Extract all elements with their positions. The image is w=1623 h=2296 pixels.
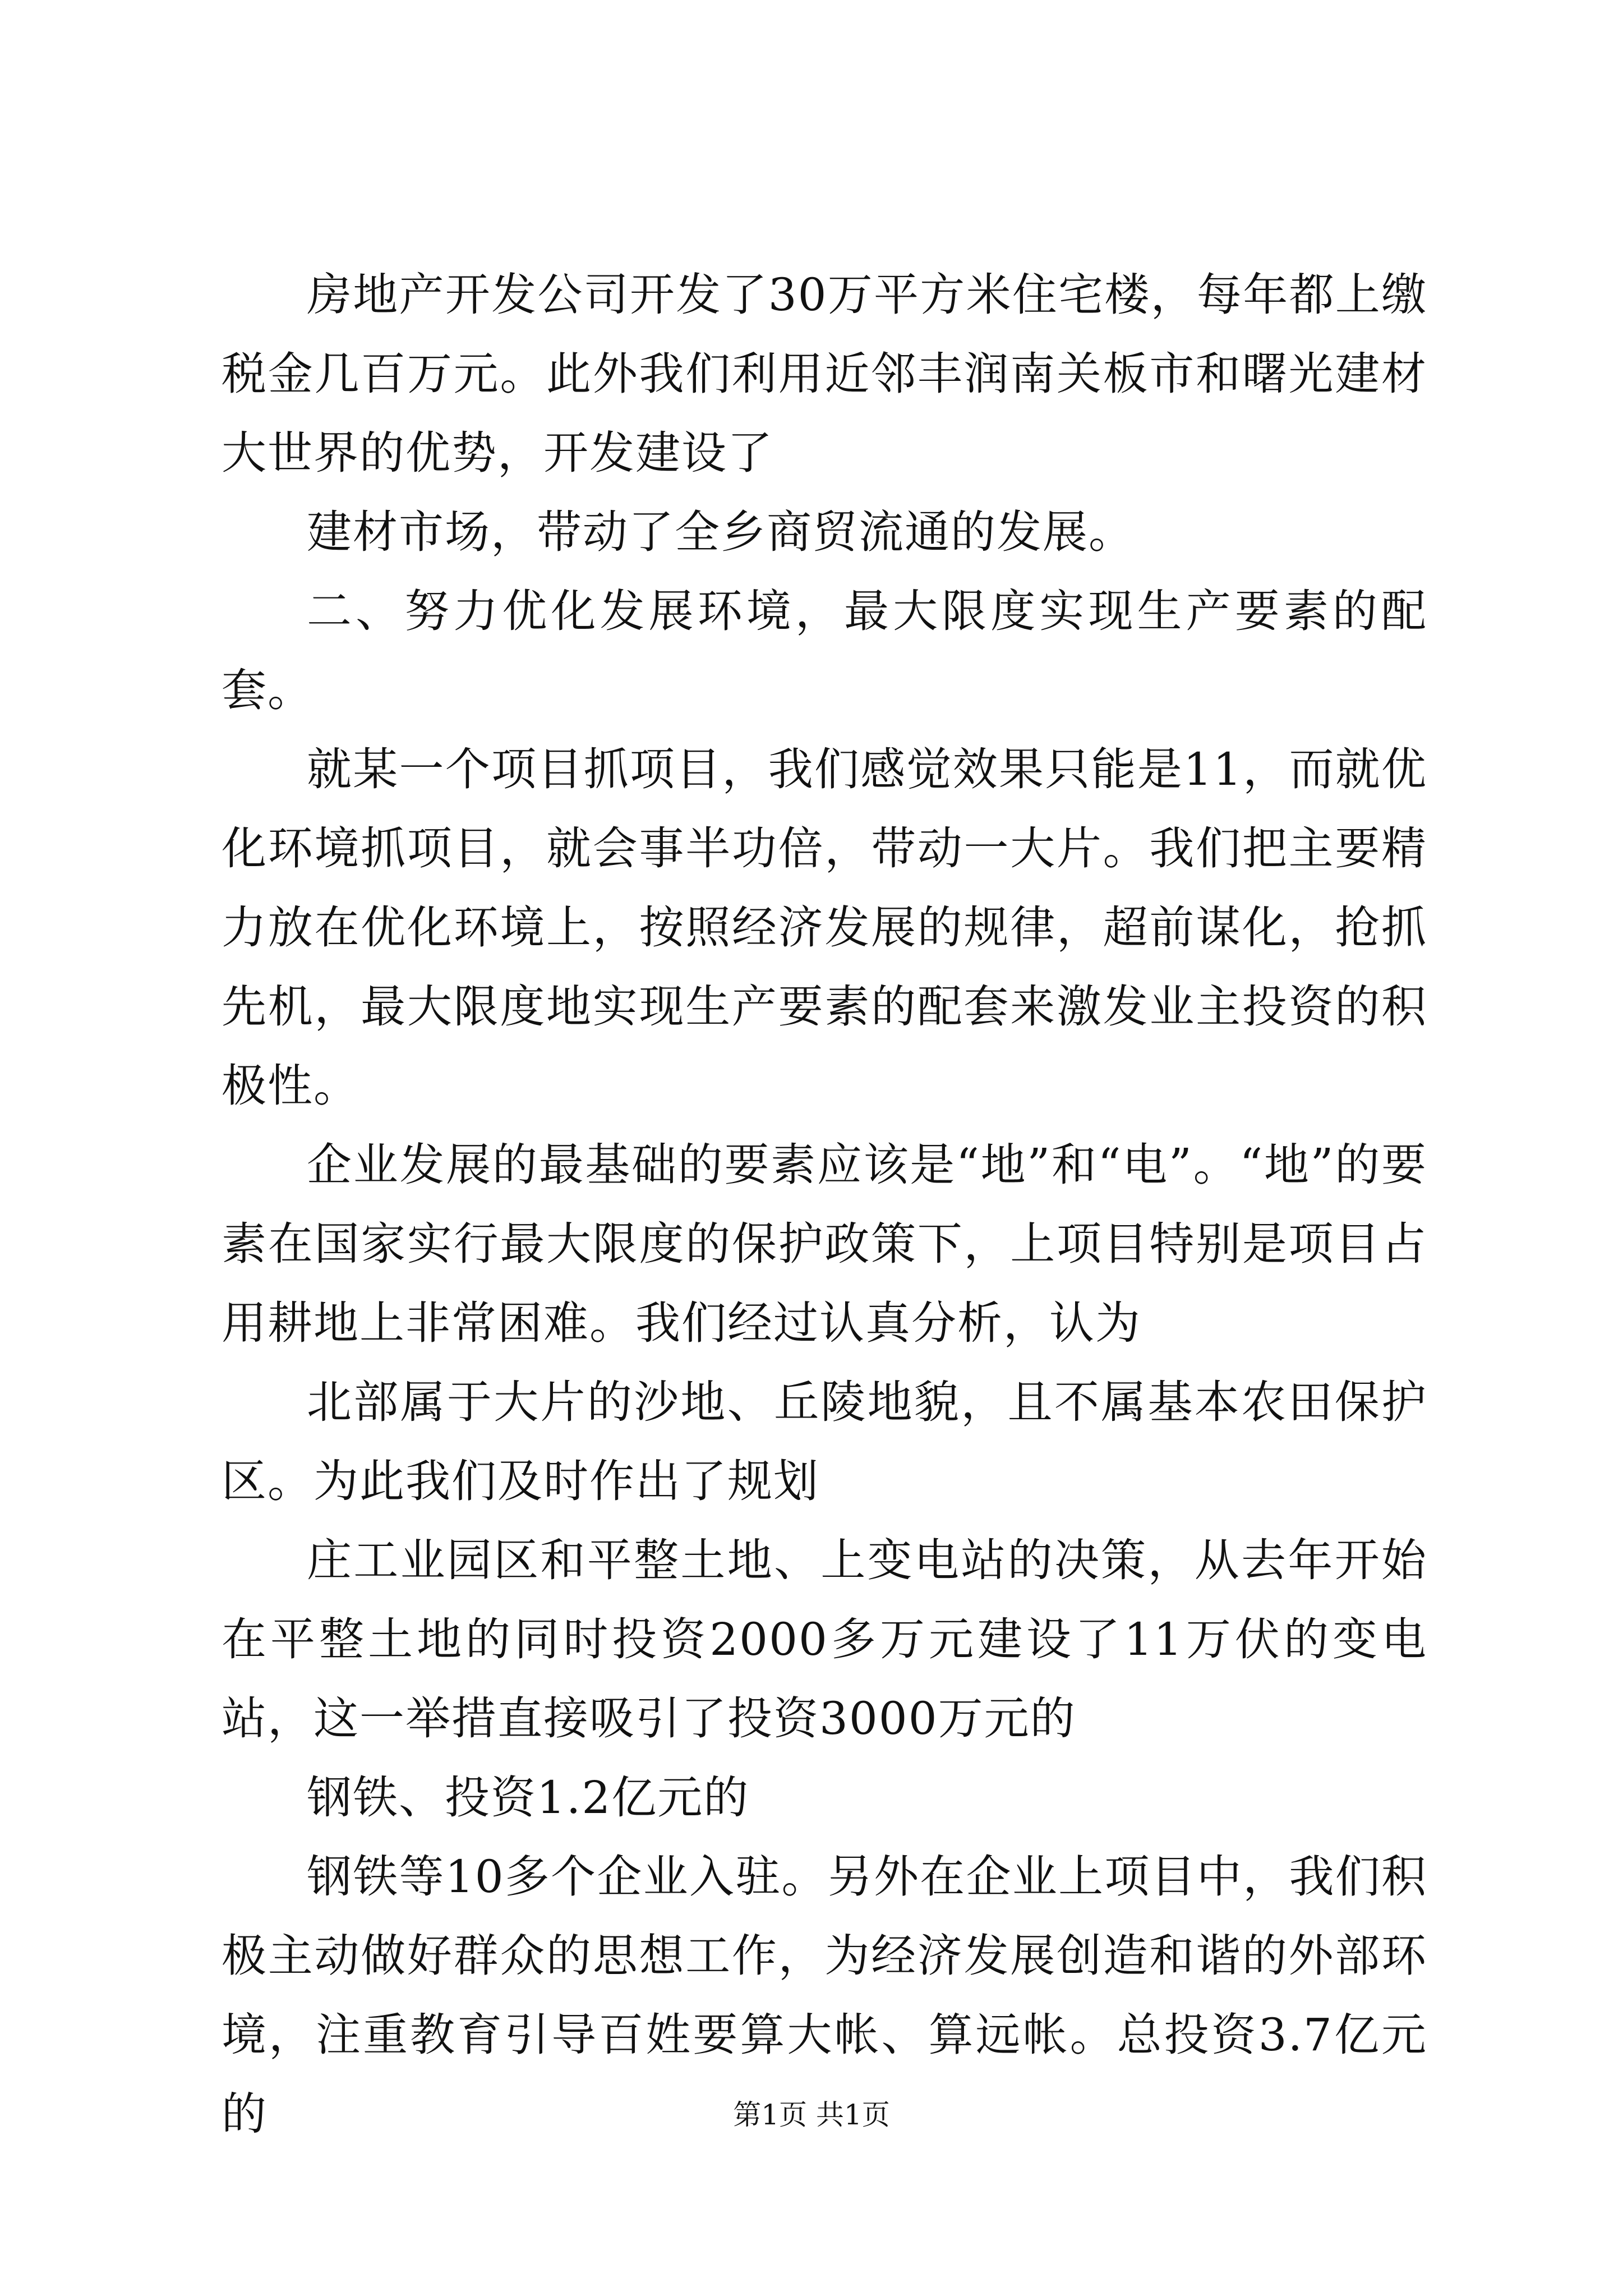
document-body	[222, 255, 1427, 2154]
paragraph-7: 庄工业园区和平整土地、上变电站的决策，从去年开始在平整土地的同时投资2000多万元建设了11万伏的变电站，这一举措直接吸引了投资3000万元的	[222, 1534, 1427, 1745]
paragraph-8: 钢铁、投资1.2亿元的	[307, 1772, 750, 1824]
paragraph-4: 就某一个项目抓项目，我们感觉效果只能是11，而就优化环境抓项目，就会事半功倍，带动一大片。我们把主要精力放在优化环境上，按照经济发展的规律，超前谋化，抢抓先机，最大限度地实现生产要素的配套来激发业主投资的积极性。	[222, 743, 1427, 1112]
page-footer: 第1页 共1页	[733, 2099, 890, 2131]
paragraph-6: 北部属于大片的沙地、丘陵地貌，且不属基本农田保护区。为此我们及时作出了规划	[222, 1376, 1427, 1507]
paragraph-5: 企业发展的最基础的要素应该是“地”和“电”。“地”的要素在国家实行最大限度的保护政策下，上项目特别是项目占用耕地上非常困难。我们经过认真分析，认为	[222, 1139, 1427, 1349]
paragraph-9: 钢铁等10多个企业入驻。另外在企业上项目中，我们积极主动做好群众的思想工作，为经济发展创造和谐的外部环境，注重教育引导百姓要算大帐、算远帐。总投资3.7亿元的	[222, 1851, 1427, 2140]
paragraph-2: 建材市场，带动了全乡商贸流通的发展。	[307, 506, 1135, 558]
paragraph-1: 房地产开发公司开发了30万平方米住宅楼，每年都上缴税金几百万元。此外我们利用近邻丰润南关板市和曙光建材大世界的优势，开发建设了	[222, 269, 1427, 479]
paragraph-3: 二、努力优化发展环境，最大限度实现生产要素的配套。	[222, 585, 1427, 716]
